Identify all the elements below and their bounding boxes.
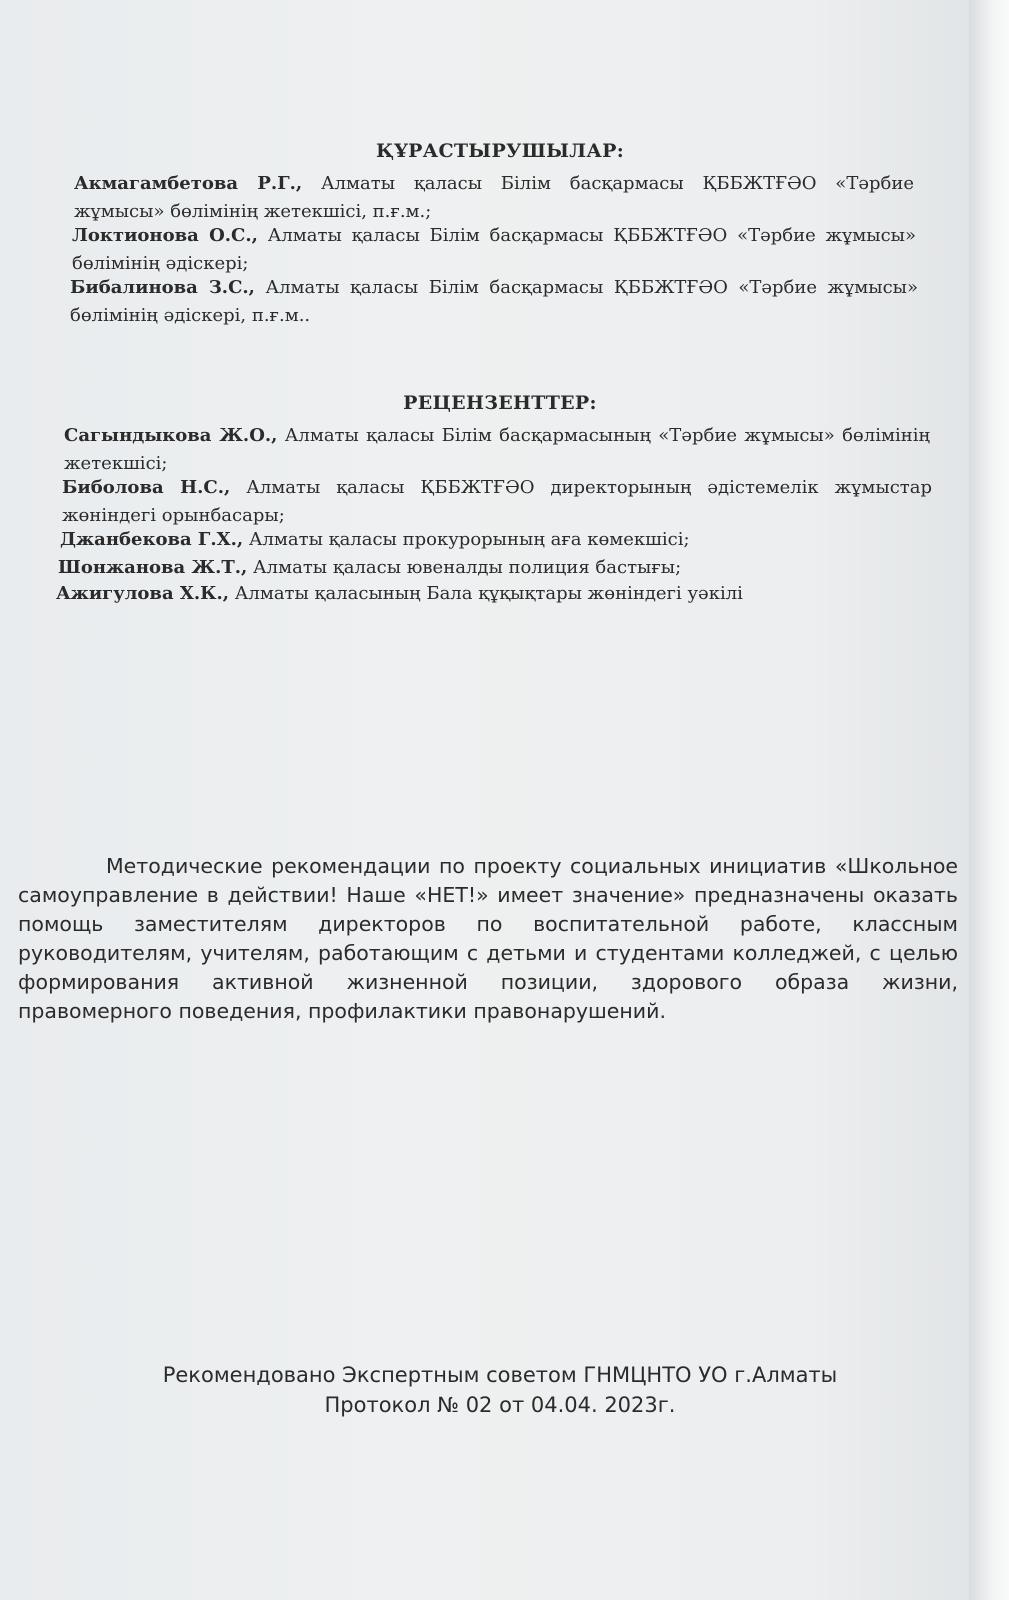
reviewer-desc: Алматы қаласы ҚББЖТҒӘО директорының әдістемелік жұмыстар жөніндегі орынбасары; bbox=[62, 477, 932, 526]
reviewer-entry bbox=[56, 580, 936, 608]
reviewer-name: Сагындыкова Ж.О., bbox=[64, 425, 278, 446]
reviewer-name: Джанбекова Г.Х., bbox=[60, 529, 244, 550]
compiler-name: Акмагамбетова Р.Г., bbox=[74, 173, 303, 194]
reviewer-entry bbox=[64, 422, 930, 478]
reviewer-desc: Алматы қаласы прокурорының аға көмекшісі; bbox=[248, 529, 690, 550]
compiler-entry bbox=[74, 170, 914, 226]
compiler-desc: Алматы қаласы Білім басқармасы ҚББЖТҒӘО «Тәрбие жұмысы» бөлімінің әдіскері; bbox=[72, 225, 916, 274]
compiler-name: Бибалинова З.С., bbox=[70, 277, 255, 298]
reviewers-heading: РЕЦЕНЗЕНТТЕР: bbox=[403, 392, 597, 414]
reviewer-name: Биболова Н.С., bbox=[62, 477, 231, 498]
compilers-heading: ҚҰРАСТЫРУШЫЛАР: bbox=[375, 140, 625, 162]
reviewer-entry bbox=[58, 554, 938, 582]
reviewer-entry bbox=[62, 474, 932, 530]
reviewer-desc: Алматы қаласы ювеналды полиция бастығы; bbox=[253, 557, 682, 578]
reviewer-desc: Алматы қаласының Бала құқықтары жөніндегі уәкілі bbox=[234, 583, 743, 604]
compiler-desc: Алматы қаласы Білім басқармасы ҚББЖТҒӘО «Тәрбие жұмысы» бөлімінің әдіскері, п.ғ.м.. bbox=[70, 277, 918, 326]
reviewer-name: Ажигулова Х.К., bbox=[56, 583, 230, 604]
reviewer-desc: Алматы қаласы Білім басқармасының «Тәрбие жұмысы» бөлімінің жетекшісі; bbox=[64, 425, 930, 474]
compiler-entry bbox=[70, 274, 918, 330]
reviewer-entry bbox=[60, 526, 940, 554]
compiler-desc: Алматы қаласы Білім басқармасы ҚББЖТҒӘО «Тәрбие жұмысы» бөлімінің жетекшісі, п.ғ.м.; bbox=[74, 173, 914, 222]
footer-protocol: Протокол № 02 от 04.04. 2023г. bbox=[324, 1393, 676, 1417]
compiler-entry bbox=[72, 222, 916, 278]
footer-recommendation: Рекомендовано Экспертным советом ГНМЦНТО УО г.Алматы bbox=[162, 1363, 838, 1387]
reviewer-name: Шонжанова Ж.Т., bbox=[58, 557, 248, 578]
description-paragraph: Методические рекомендации по проекту социальных инициатив «Школьное самоуправление в действии! Наше «НЕТ!» имеет значение» предназначены оказать помощь заместителям директоров по воспитательной работе, классным руководителям, учителям, работающим с детьми и студентами колледжей, с целью формирования активной жизненной позиции, здорового образа жизни, правомерного поведения, профилактики правонарушений. bbox=[18, 854, 958, 1023]
compiler-name: Локтионова О.С., bbox=[72, 225, 258, 246]
